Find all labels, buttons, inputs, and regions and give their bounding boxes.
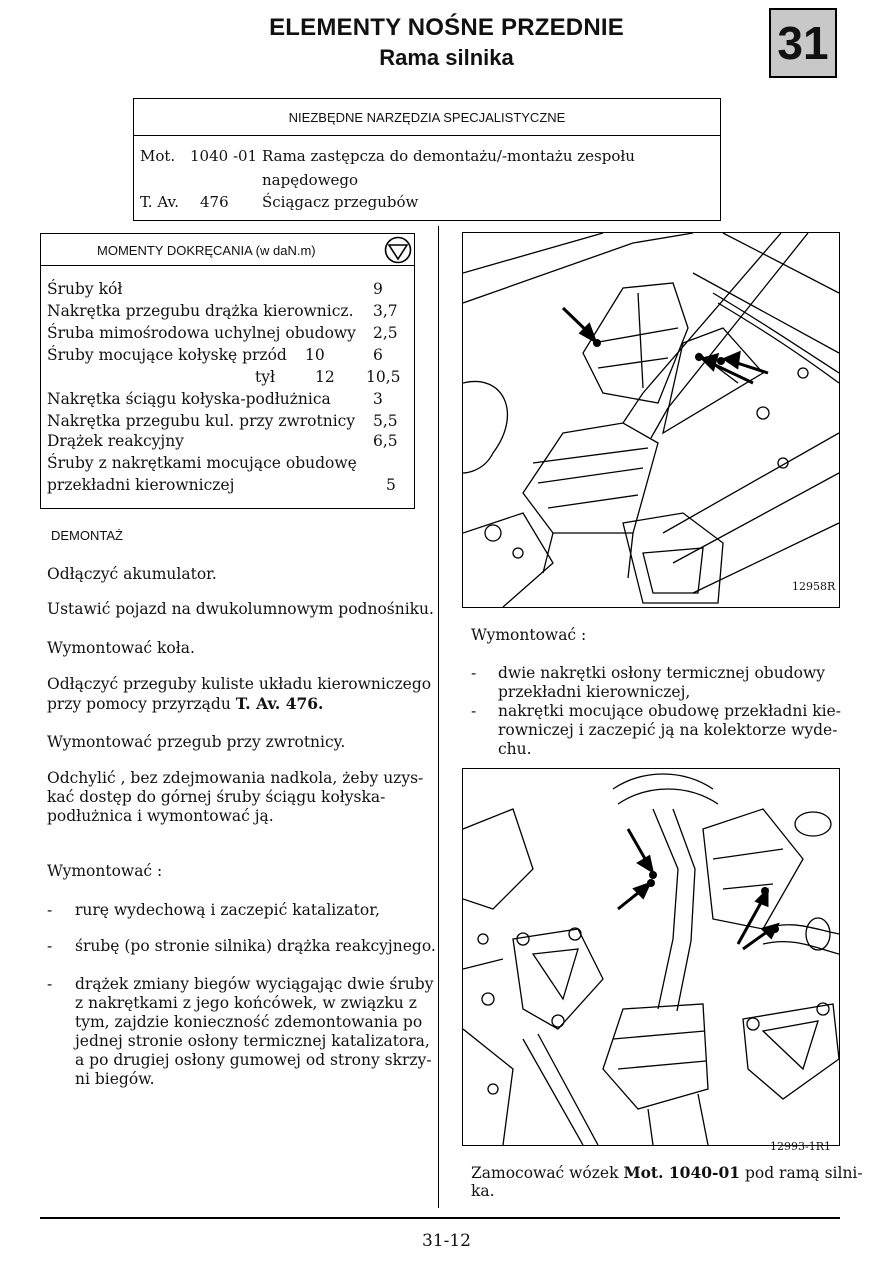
step-text-part: pod ramą silni- <box>740 1164 863 1182</box>
tool-prefix: T. Av. <box>140 193 180 211</box>
bullet-text: przekładni kierowniczej, <box>498 683 691 701</box>
tool-reference: T. Av. 476. <box>235 694 324 713</box>
torque-value: 5 <box>386 476 396 494</box>
bullet-text: ni biegów. <box>75 1070 155 1088</box>
torque-wrench-icon <box>384 236 412 264</box>
torque-value: 2,5 <box>373 324 398 342</box>
bullet-text: tym, zajdzie konieczność zdemontowania po <box>75 1013 423 1031</box>
torque-value: 3 <box>373 390 383 408</box>
torque-value: 9 <box>373 280 383 298</box>
torque-heading-bar <box>41 234 414 266</box>
torque-label-cont: przekładni kierowniczej <box>47 476 235 494</box>
figure-underbody-subframe <box>462 768 840 1146</box>
step-text: kać dostęp do górnej śruby ściągu kołyska- <box>47 788 386 806</box>
step-text: ka. <box>471 1182 495 1200</box>
figure-underbody-heat-shield <box>462 232 840 608</box>
torque-sub: 10 <box>305 346 325 364</box>
torque-label: Śruby mocujące kołyskę przód <box>47 346 287 364</box>
column-divider <box>438 226 439 1208</box>
underbody-illustration-2 <box>463 769 839 1145</box>
tool-code: 1040 -01 <box>190 147 258 165</box>
torque-label: Nakrętka przegubu drążka kierownicz. <box>47 302 354 320</box>
step-text: Wymontować przegub przy zwrotnicy. <box>47 733 346 751</box>
bullet-text: a po drugiej osłony gumowej od strony skrzy- <box>75 1051 432 1069</box>
torque-value: 3,7 <box>373 302 398 320</box>
step-text-part: Zamocować wózek <box>471 1164 624 1182</box>
bullet-dash: - <box>47 937 53 955</box>
torque-value: 6 <box>373 346 383 364</box>
bullet-text: rowniczej i zaczepić ją na kolektorze wyde- <box>498 721 838 739</box>
bullet-text: dwie nakrętki osłony termicznej obudowy <box>498 664 825 682</box>
bullet-text: jednej stronie osłony termicznej katalizatora, <box>75 1032 430 1050</box>
section-heading-removal: DEMONTAŻ <box>51 528 123 543</box>
torque-label: Śruby z nakrętkami mocujące obudowę <box>47 454 357 472</box>
step-text: Wymontować koła. <box>47 639 195 657</box>
tool-desc-cont: napędowego <box>262 171 359 189</box>
torque-table <box>40 233 415 509</box>
torque-heading: MOMENTY DOKRĘCANIA (w daN.m) <box>97 243 316 258</box>
page-subtitle: Rama silnika <box>379 45 514 70</box>
bullet-text: drążek zmiany biegów wyciągając dwie śruby <box>75 975 434 993</box>
special-tools-heading: NIEZBĘDNE NARZĘDZIA SPECJALISTYCZNE <box>134 99 720 136</box>
torque-value: 10,5 <box>366 368 401 386</box>
tool-reference: Mot. 1040-01 <box>623 1163 741 1182</box>
step-text <box>471 1163 863 1183</box>
step-text-part: przy pomocy przyrządu <box>47 695 236 713</box>
torque-label: Śruby kół <box>47 280 123 298</box>
tool-desc: Ściągacz przegubów <box>262 193 419 211</box>
bullet-text: z nakrętkami z jego końcówek, w związku z <box>75 994 417 1012</box>
step-text: Odłączyć przeguby kuliste układu kierowniczego <box>47 675 432 693</box>
torque-label: tył <box>255 368 276 386</box>
special-tools-box <box>133 98 721 221</box>
torque-label: Śruba mimośrodowa uchylnej obudowy <box>47 324 356 342</box>
page-number: 31-12 <box>421 1231 471 1251</box>
step-text: Odłączyć akumulator. <box>47 565 217 583</box>
step-text: Odchylić , bez zdejmowania nadkola, żeby uzys- <box>47 769 424 787</box>
bullet-dash: - <box>47 975 53 993</box>
step-text: Wymontować : <box>47 862 163 880</box>
chapter-number-badge: 31 <box>769 8 837 78</box>
torque-value: 5,5 <box>373 412 398 430</box>
torque-label: Nakrętka przegubu kul. przy zwrotnicy <box>47 412 356 430</box>
step-text: Ustawić pojazd na dwukolumnowym podnośniku. <box>47 600 434 618</box>
figure-code: 12993-1R1 <box>770 1140 831 1153</box>
tool-desc: Rama zastępcza do demontażu/-montażu zespołu <box>262 147 635 165</box>
torque-sub: 12 <box>315 368 335 386</box>
bullet-text: rurę wydechową i zaczepić katalizator, <box>75 901 380 919</box>
bullet-dash: - <box>471 702 477 720</box>
torque-value: 6,5 <box>373 432 398 450</box>
bullet-dash: - <box>47 901 53 919</box>
footer-rule <box>40 1217 840 1219</box>
bullet-text: nakrętki mocujące obudowę przekładni kie- <box>498 702 841 720</box>
step-text: Wymontować : <box>471 626 587 644</box>
torque-label: Drążek reakcyjny <box>47 432 184 450</box>
step-text <box>47 694 323 714</box>
bullet-text: śrubę (po stronie silnika) drążka reakcyjnego. <box>75 937 436 955</box>
bullet-text: chu. <box>498 740 532 758</box>
tool-code: 476 <box>200 193 229 211</box>
tool-prefix: Mot. <box>140 147 176 165</box>
bullet-dash: - <box>471 664 477 682</box>
torque-label: Nakrętka ściągu kołyska-podłużnica <box>47 390 331 408</box>
step-text: podłużnica i wymontować ją. <box>47 807 274 825</box>
figure-code: 12958R <box>792 580 836 593</box>
page-title: ELEMENTY NOŚNE PRZEDNIE <box>269 14 624 41</box>
underbody-illustration-1 <box>463 233 839 607</box>
